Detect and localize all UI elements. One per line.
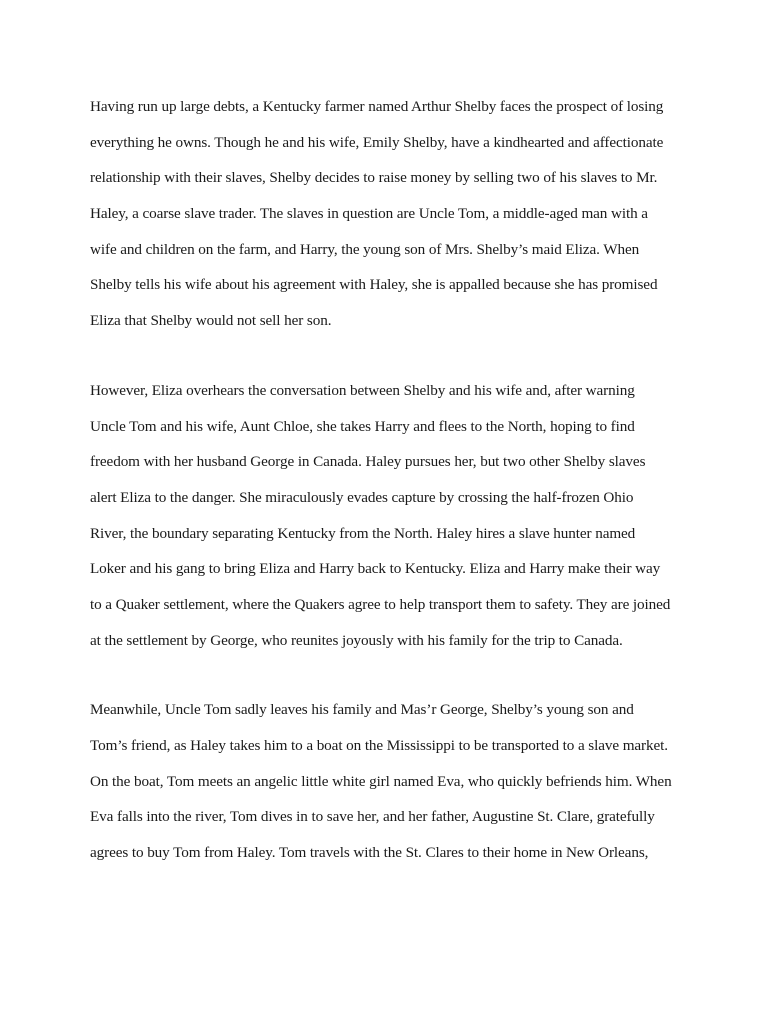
text-line: Shelby tells his wife about his agreement with Haley, she is appalled because she has promised: [90, 276, 658, 294]
text-line: Having run up large debts, a Kentucky farmer named Arthur Shelby faces the prospect of losing: [90, 98, 664, 115]
text-line: Meanwhile, Uncle Tom sadly leaves his family and Mas’r George, Shelby’s young son and: [90, 701, 634, 719]
paragraph-2: [90, 373, 682, 659]
text-line: relationship with their slaves, Shelby decides to raise money by selling two of his slaves to Mr.: [90, 169, 658, 187]
text-line: freedom with her husband George in Canada. Haley pursues her, but two other Shelby slaves: [90, 453, 646, 471]
text-line: agrees to buy Tom from Haley. Tom travels with the St. Clares to their home in New Orleans,: [90, 844, 649, 862]
document-body: [90, 89, 682, 905]
text-line: Tom’s friend, as Haley takes him to a boat on the Mississippi to be transported to a slave market.: [90, 737, 668, 754]
text-line: wife and children on the farm, and Harry, the young son of Mrs. Shelby’s maid Eliza. When: [90, 240, 640, 258]
text-line: to a Quaker settlement, where the Quakers agree to help transport them to safety. They are joined: [90, 595, 671, 613]
text-line: Haley, a coarse slave trader. The slaves in question are Uncle Tom, a middle-aged man with a: [90, 205, 648, 223]
text-line: Loker and his gang to bring Eliza and Harry back to Kentucky. Eliza and Harry make their way: [90, 560, 661, 578]
text-line: Eliza that Shelby would not sell her son.: [90, 312, 332, 330]
text-line: at the settlement by George, who reunites joyously with his family for the trip to Canada.: [90, 631, 623, 649]
text-line: alert Eliza to the danger. She miraculously evades capture by crossing the half-frozen Ohio: [90, 488, 634, 506]
text-line: On the boat, Tom meets an angelic little white girl named Eva, who quickly befriends him. When: [90, 772, 672, 790]
text-line: Uncle Tom and his wife, Aunt Chloe, she takes Harry and flees to the North, hoping to find: [90, 417, 635, 435]
paragraph-3: [90, 692, 682, 870]
text-line: Eva falls into the river, Tom dives in to save her, and her father, Augustine St. Clare, gratefully: [90, 808, 655, 826]
text-line: River, the boundary separating Kentucky from the North. Haley hires a slave hunter named: [90, 524, 636, 542]
text-line: However, Eliza overhears the conversation between Shelby and his wife and, after warning: [90, 381, 635, 399]
text-line: everything he owns. Though he and his wife, Emily Shelby, have a kindhearted and affectionate: [90, 133, 664, 151]
paragraph-1: [90, 89, 682, 339]
